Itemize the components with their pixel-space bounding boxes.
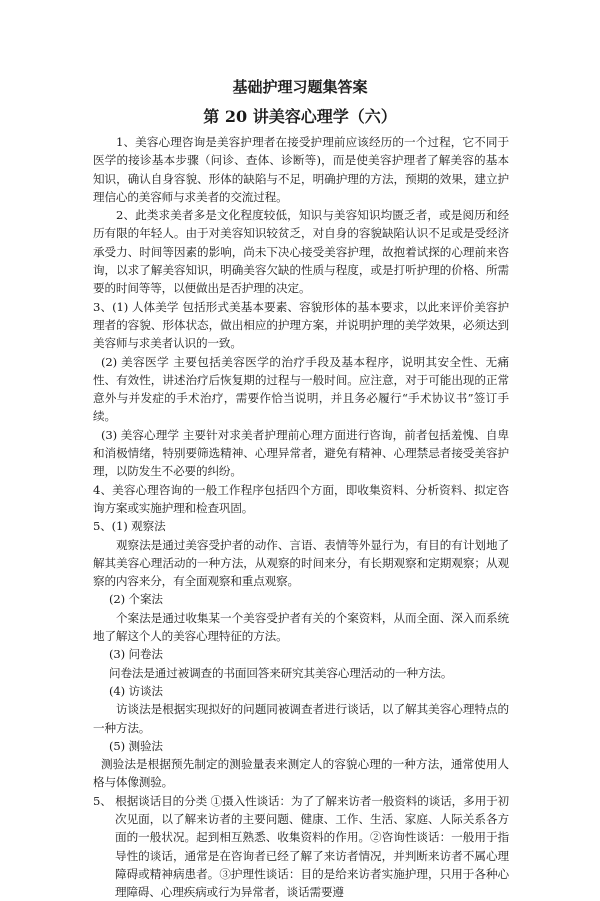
answer-paragraph: 1、美容心理咨询是美容护理者在接受护理前应该经历的一个过程，它不同于医学的接诊基本步骤（问诊、查体、诊断等)，而是使美容护理者了解美容的基本知识，确认自身容貌、形体的缺陷与不足，明确护理的方法，预期的效果，建立护理信心的美容师与求美者的交流过程。 (93, 135, 509, 204)
section-heading: (3) 问卷法 (109, 647, 163, 662)
answer-paragraph: 观察法是通过美容受护者的动作、言语、表情等外显行为，有目的有计划地了解其美容心理活动的一种方法，从观察的时间来分，有长期观察和定期观察；从观察的内容来分，有全面观察和重点观察。 (93, 537, 509, 589)
answer-paragraph: (3) 美容心理学 主要针对求美者护理前心理方面进行咨询，前者包括羞愧、自卑和消极情绪，特别要筛选精神、心理异常者，避免有精神、心理禁忌者接受美容护理，以防发生不必要的纠纷。 (93, 427, 509, 479)
answer-paragraph: 2、此类求美者多是文化程度较低，知识与美容知识均匮乏者，或是阅历和经历有限的年轻人。由于对美容知识较贫乏，对自身的容貌缺陷认识不足或是受经济承受力、时间等因素的影响，尚未下决心接受美容护理，故抱着试探的心理前来咨询，以求了解美容知识，明确美容欠缺的性质与程度，或是打听护理的价格、所需要的时间等等，以便做出是否护理的决定。 (93, 208, 509, 296)
answer-paragraph: 5、 根据谈话目的分类 ①摄入性谈话：为了了解来访者一般资料的谈话，多用于初次见面，以了解来访者的主要问题、健康、工作、生活、家庭、人际关系各方面的一般状况。起到相互熟悉、收集资料的作用。②咨询性谈话：一般用于指导性的谈话，通常是在咨询者已经了解了来访者情况，并判断来访者不属心理障碍或精神病患者。③护理性谈话：目的是给来访者实施护理，只用于各种心理障碍、心理疾病或行为异常者，谈话需要遵 (93, 793, 509, 900)
answer-body (93, 133, 509, 901)
section-heading: (4) 访谈法 (109, 683, 163, 698)
answer-paragraph: 3、(1) 人体美学 包括形式美基本要素、容貌形体的基本要求，以此来评价美容护理者的容貌、形体状态，做出相应的护理方案，并说明护理的美学效果，必须达到美容师与求美者认识的一致。 (93, 299, 509, 351)
answer-paragraph: (2) 美容医学 主要包括美容医学的治疗手段及基本程序，说明其安全性、无痛性、有效性，讲述治疗后恢复期的过程与一般时间。应注意，对于可能出现的正常意外与并发症的手术治疗，需要作恰当说明，并且务必履行“手术协议书”签订手续。 (93, 354, 509, 424)
section-heading: 5、(1) 观察法 (93, 519, 166, 534)
answer-paragraph: 访谈法是根据实现拟好的问题同被调查者进行谈话，以了解其美容心理特点的一种方法。 (93, 702, 509, 735)
answer-paragraph: 个案法是通过收集某一个美容受护者有关的个案资料，从而全面、深入而系统地了解这个人的美容心理特征的方法。 (93, 610, 509, 644)
lecture-title: 第 20 讲美容心理学（六） (203, 107, 397, 126)
answer-paragraph: 测验法是根据预先制定的测验量表来测定人的容貌心理的一种方法，通常使用人格与体像测验。 (93, 757, 509, 790)
answer-paragraph: 4、美容心理咨询的一般工作程序包括四个方面，即收集资料、分析资料、拟定咨询方案或实施护理和检查巩固。 (93, 482, 509, 515)
answer-paragraph: 问卷法是通过被调查的书面回答来研究其美容心理活动的一种方法。 (109, 665, 453, 680)
section-heading: (2) 个案法 (109, 592, 163, 607)
document-title: 基础护理习题集答案 (232, 78, 368, 96)
section-heading: (5) 测验法 (109, 738, 163, 753)
